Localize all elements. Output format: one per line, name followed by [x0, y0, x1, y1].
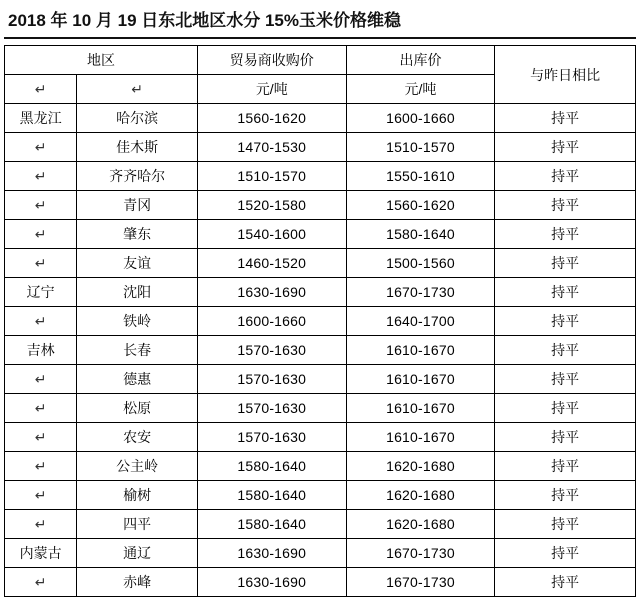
cell-city: 四平	[77, 510, 198, 539]
cell-out-price: 1610-1670	[346, 394, 495, 423]
cell-buy-price: 1580-1640	[197, 510, 346, 539]
cell-province: ↵	[5, 365, 77, 394]
cell-buy-price: 1540-1600	[197, 220, 346, 249]
cell-city: 友谊	[77, 249, 198, 278]
cell-out-price: 1560-1620	[346, 191, 495, 220]
table-row	[5, 162, 636, 191]
cell-compare: 持平	[495, 336, 636, 365]
cell-compare: 持平	[495, 394, 636, 423]
table-row	[5, 104, 636, 133]
cell-out-price: 1600-1660	[346, 104, 495, 133]
unit-out-price: 元/吨	[346, 75, 495, 104]
cell-out-price: 1620-1680	[346, 510, 495, 539]
cell-compare: 持平	[495, 104, 636, 133]
cell-out-price: 1610-1670	[346, 336, 495, 365]
cell-city: 沈阳	[77, 278, 198, 307]
cell-compare: 持平	[495, 278, 636, 307]
cell-province: ↵	[5, 162, 77, 191]
cell-province: ↵	[5, 452, 77, 481]
cell-out-price: 1620-1680	[346, 481, 495, 510]
table-row	[5, 481, 636, 510]
table-row	[5, 510, 636, 539]
cell-city: 通辽	[77, 539, 198, 568]
cell-out-price: 1510-1570	[346, 133, 495, 162]
cell-province: ↵	[5, 220, 77, 249]
cell-buy-price: 1630-1690	[197, 539, 346, 568]
table-row	[5, 220, 636, 249]
cell-buy-price: 1460-1520	[197, 249, 346, 278]
cell-city: 松原	[77, 394, 198, 423]
table-row	[5, 278, 636, 307]
cell-compare: 持平	[495, 162, 636, 191]
cell-buy-price: 1580-1640	[197, 452, 346, 481]
cell-province: ↵	[5, 481, 77, 510]
cell-city: 长春	[77, 336, 198, 365]
cell-out-price: 1670-1730	[346, 539, 495, 568]
header-region: 地区	[5, 46, 198, 75]
cell-compare: 持平	[495, 191, 636, 220]
cell-out-price: 1670-1730	[346, 568, 495, 597]
cell-compare: 持平	[495, 423, 636, 452]
cell-province: ↵	[5, 510, 77, 539]
corn-price-table	[4, 45, 636, 597]
cell-compare: 持平	[495, 539, 636, 568]
header-compare: 与昨日相比	[495, 46, 636, 104]
header-out-price: 出库价	[346, 46, 495, 75]
cell-out-price: 1580-1640	[346, 220, 495, 249]
cell-buy-price: 1570-1630	[197, 336, 346, 365]
table-row	[5, 249, 636, 278]
cell-province: ↵	[5, 133, 77, 162]
cell-compare: 持平	[495, 365, 636, 394]
table-row	[5, 394, 636, 423]
cell-province: ↵	[5, 307, 77, 336]
cell-city: 赤峰	[77, 568, 198, 597]
cell-city: 公主岭	[77, 452, 198, 481]
cell-province: ↵	[5, 249, 77, 278]
cell-province: 黑龙江	[5, 104, 77, 133]
cell-compare: 持平	[495, 249, 636, 278]
cell-city: 农安	[77, 423, 198, 452]
table-row	[5, 191, 636, 220]
table-row	[5, 365, 636, 394]
cell-buy-price: 1600-1660	[197, 307, 346, 336]
page-title: 2018 年 10 月 19 日东北地区水分 15%玉米价格维稳	[8, 11, 401, 30]
cell-city: 青冈	[77, 191, 198, 220]
cell-out-price: 1670-1730	[346, 278, 495, 307]
header-buy-price: 贸易商收购价	[197, 46, 346, 75]
cell-compare: 持平	[495, 568, 636, 597]
cell-city: 齐齐哈尔	[77, 162, 198, 191]
cell-city: 肇东	[77, 220, 198, 249]
table-header-row	[5, 46, 636, 75]
cell-city: 榆树	[77, 481, 198, 510]
unit-blank-province: ↵	[5, 75, 77, 104]
cell-buy-price: 1570-1630	[197, 423, 346, 452]
cell-compare: 持平	[495, 307, 636, 336]
cell-out-price: 1610-1670	[346, 423, 495, 452]
cell-city: 佳木斯	[77, 133, 198, 162]
table-row	[5, 307, 636, 336]
cell-out-price: 1640-1700	[346, 307, 495, 336]
cell-province: 吉林	[5, 336, 77, 365]
cell-province: ↵	[5, 568, 77, 597]
cell-buy-price: 1510-1570	[197, 162, 346, 191]
cell-city: 铁岭	[77, 307, 198, 336]
unit-blank-city: ↵	[77, 75, 198, 104]
cell-buy-price: 1470-1530	[197, 133, 346, 162]
cell-out-price: 1610-1670	[346, 365, 495, 394]
cell-buy-price: 1630-1690	[197, 568, 346, 597]
cell-buy-price: 1570-1630	[197, 365, 346, 394]
table-row	[5, 568, 636, 597]
cell-buy-price: 1580-1640	[197, 481, 346, 510]
cell-province: ↵	[5, 394, 77, 423]
cell-buy-price: 1560-1620	[197, 104, 346, 133]
cell-out-price: 1550-1610	[346, 162, 495, 191]
cell-compare: 持平	[495, 220, 636, 249]
cell-buy-price: 1630-1690	[197, 278, 346, 307]
title-divider	[4, 37, 636, 39]
cell-compare: 持平	[495, 452, 636, 481]
cell-compare: 持平	[495, 481, 636, 510]
table-row	[5, 423, 636, 452]
cell-province: ↵	[5, 191, 77, 220]
cell-province: 辽宁	[5, 278, 77, 307]
cell-city: 德惠	[77, 365, 198, 394]
cell-compare: 持平	[495, 510, 636, 539]
cell-province: 内蒙古	[5, 539, 77, 568]
unit-buy-price: 元/吨	[197, 75, 346, 104]
cell-province: ↵	[5, 423, 77, 452]
cell-buy-price: 1520-1580	[197, 191, 346, 220]
table-body	[5, 46, 636, 597]
cell-city: 哈尔滨	[77, 104, 198, 133]
table-row	[5, 336, 636, 365]
cell-out-price: 1620-1680	[346, 452, 495, 481]
cell-compare: 持平	[495, 133, 636, 162]
cell-out-price: 1500-1560	[346, 249, 495, 278]
table-row	[5, 133, 636, 162]
table-row	[5, 539, 636, 568]
cell-buy-price: 1570-1630	[197, 394, 346, 423]
table-row	[5, 452, 636, 481]
